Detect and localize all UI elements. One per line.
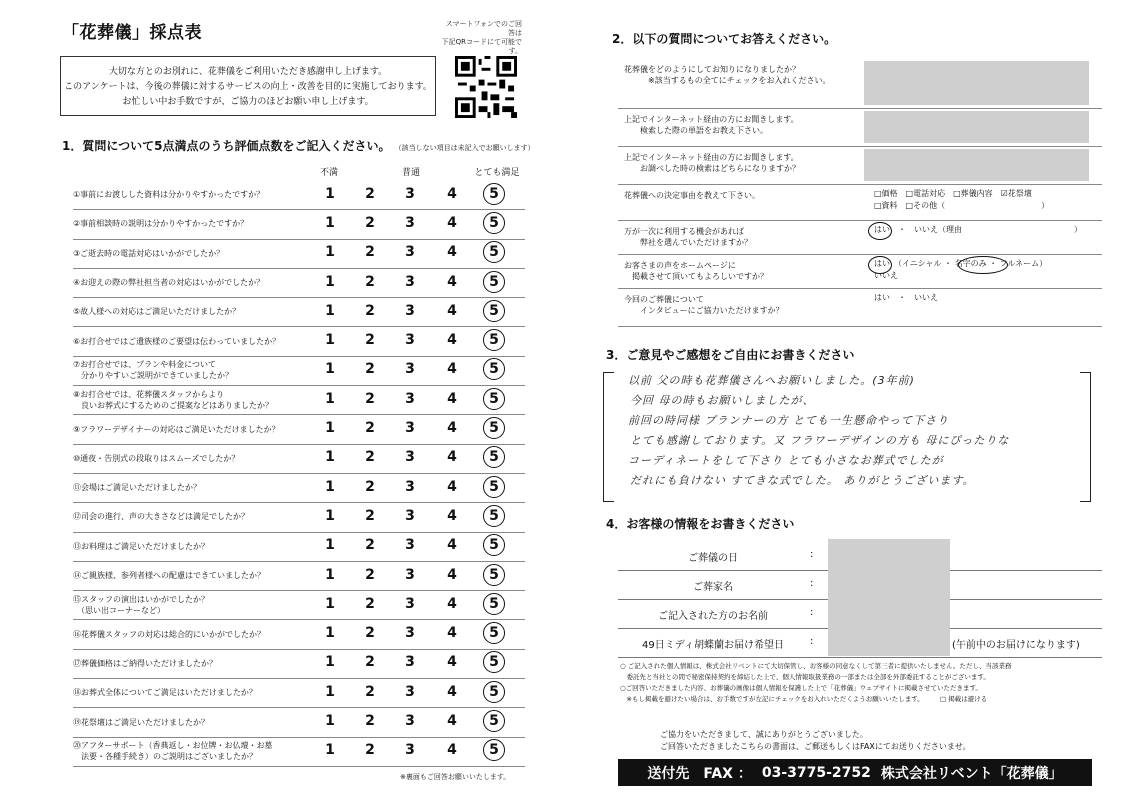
question-row [73, 444, 525, 474]
score-option[interactable]: 3 [405, 273, 415, 290]
redacted-field [828, 626, 950, 656]
score-option[interactable]: 2 [365, 302, 375, 319]
score-option[interactable]: 5 [489, 449, 499, 466]
score-option[interactable]: 1 [325, 302, 335, 319]
score-option[interactable]: 2 [365, 449, 375, 466]
delivery-note: (午前中のお届けになります) [952, 640, 1080, 651]
score-option[interactable]: 2 [365, 390, 375, 407]
answer-options[interactable]: はい （イニシャル ・ 名字のみ ・ フルネーム） [874, 259, 1048, 268]
survey-row [618, 220, 1102, 255]
score-option[interactable]: 1 [325, 625, 335, 642]
score-option[interactable]: 1 [325, 273, 335, 290]
score-option[interactable]: 5 [489, 537, 499, 554]
score-option[interactable]: 2 [365, 185, 375, 202]
intro-line: お忙しい中お手数ですが、ご協力のほどお願い申し上げます。 [122, 97, 374, 107]
selected-circle [483, 681, 505, 703]
question-text: ⑤故人様への対応はご満足いただけましたか？ [73, 307, 241, 317]
section1-title-text: 1．質問について5点満点のうち評価点数をご記入ください。 [62, 139, 391, 153]
survey-question: 花葬儀をどのようにしてお知りになりましたか？ ※該当するもの全てにチェックをお入れください。 [624, 65, 831, 85]
redacted-answer [864, 111, 1089, 143]
score-option[interactable]: 4 [447, 332, 457, 349]
score-option[interactable]: 1 [325, 420, 335, 437]
score-option[interactable]: 3 [405, 302, 415, 319]
score-option[interactable]: 2 [365, 537, 375, 554]
selected-circle [483, 388, 505, 410]
question-row [73, 532, 525, 562]
selected-circle [483, 417, 505, 439]
score-option[interactable]: 3 [405, 537, 415, 554]
scale-label-low: 不満 [319, 168, 338, 178]
score-option[interactable]: 2 [365, 214, 375, 231]
bracket-left [603, 372, 614, 502]
score-option[interactable]: 1 [325, 537, 335, 554]
score-option[interactable]: 4 [447, 537, 457, 554]
scale-label-mid: 普通 [401, 168, 420, 178]
info-row [618, 599, 1102, 629]
score-option[interactable]: 5 [489, 742, 499, 759]
privacy-line: 委託先と当社との間で秘密保持契約を締結した上で、個人情報取扱業務の一部または全部を外部委託することがございます。 [620, 673, 990, 681]
score-option[interactable]: 3 [405, 185, 415, 202]
smartphone-note: スマートフォンでのご回答は 下記QRコードにて可能です。 [441, 20, 522, 55]
thanks-line: ご回答いただきましたこちらの書面は、ご郵送もしくはFAXにてお送りくださいませ。 [660, 742, 971, 751]
info-colon: : [810, 578, 814, 589]
score-option[interactable]: 2 [365, 742, 375, 759]
question-row [73, 707, 525, 737]
score-option[interactable]: 4 [447, 420, 457, 437]
question-row [73, 239, 525, 269]
question-text: ④お迎えの際の弊社担当者の対応はいかがでしたか？ [73, 278, 265, 288]
score-option[interactable]: 5 [489, 361, 499, 378]
back-note: ※裏面もご回答お願いいたします。 [400, 773, 511, 781]
score-option[interactable]: 2 [365, 361, 375, 378]
question-text: ⑪会場はご満足いただけましたか？ [73, 483, 201, 493]
survey-row [618, 58, 1102, 109]
score-option[interactable]: 4 [447, 302, 457, 319]
score-option[interactable]: 4 [447, 742, 457, 759]
info-row [618, 628, 1102, 658]
score-option[interactable]: 3 [405, 595, 415, 612]
score-option[interactable]: 1 [325, 654, 335, 671]
score-option[interactable]: 2 [365, 625, 375, 642]
score-option[interactable]: 1 [325, 214, 335, 231]
handwritten-line: 前回の時同様 プランナーの方 とても一生懸命やって下さり [628, 414, 949, 427]
selected-circle [483, 183, 505, 205]
info-label: ご葬儀の日 [688, 553, 738, 564]
survey-question: 上記でインターネット経由の方にお聞きします。 お調べした時の検索はどちらになりますか？ [624, 153, 800, 173]
info-label: ご記入された方のお名前 [658, 611, 768, 622]
score-option[interactable]: 1 [325, 683, 335, 700]
score-option[interactable]: 5 [489, 566, 499, 583]
score-option[interactable]: 1 [325, 595, 335, 612]
question-row [73, 297, 525, 327]
score-option[interactable]: 4 [447, 625, 457, 642]
score-option[interactable]: 1 [325, 713, 335, 730]
selected-circle [958, 256, 1008, 274]
answer-options[interactable]: はい ・ いいえ（理由 ） [874, 225, 1082, 234]
section4-title: 4．お客様の情報をお書きください [606, 517, 795, 531]
survey-question: 花葬儀への決定事由を教えて下さい。 [624, 191, 760, 200]
privacy-notice [620, 661, 1100, 705]
score-option[interactable]: 2 [365, 683, 375, 700]
score-option[interactable]: 1 [325, 390, 335, 407]
survey-row [618, 108, 1102, 147]
survey-question: 万が一次に利用する機会があれば 弊社を選んでいただけますか？ [624, 227, 752, 247]
selected-circle [483, 271, 505, 293]
score-option[interactable]: 2 [365, 332, 375, 349]
question-row [73, 473, 525, 503]
question-text: ⑫司会の進行、声の大きさなどは満足でしたか？ [73, 512, 249, 522]
info-colon: : [810, 607, 814, 618]
question-row [73, 268, 525, 298]
score-option[interactable]: 5 [489, 595, 499, 612]
redacted-field [828, 597, 950, 627]
survey-row [618, 288, 1102, 327]
survey-question: お客さまの声をホームページに 掲載させて頂いてもよろしいですか？ [624, 261, 768, 281]
selected-circle [868, 256, 892, 274]
fax-company: 株式会社リベント「花葬儀」 [880, 765, 1063, 782]
question-text: ⑥お打合せではご遺族様のご要望は伝わっていましたか？ [73, 336, 281, 346]
selected-circle [483, 710, 505, 732]
selected-circle [483, 476, 505, 498]
score-option[interactable]: 4 [447, 390, 457, 407]
intro-line: 大切な方とのお別れに、花葬儀をご利用いただき感謝申し上げます。 [108, 67, 388, 77]
score-option[interactable]: 2 [365, 713, 375, 730]
score-option[interactable]: 5 [489, 713, 499, 730]
handwritten-line: コーディネートをして下さり とても小さなお葬式でしたが [628, 454, 944, 467]
score-option[interactable]: 4 [447, 507, 457, 524]
score-option[interactable]: 1 [325, 361, 335, 378]
survey-row [618, 254, 1102, 289]
thanks-text [660, 729, 971, 753]
selected-circle [483, 593, 505, 615]
question-row [73, 590, 525, 620]
question-text: ⑭ご親族様、参列者様への配慮はできていましたか？ [73, 571, 265, 581]
handwritten-line: だれにも負けない すてきな式でした。 ありがとうございます。 [630, 474, 975, 487]
redacted-field [828, 539, 950, 569]
selected-circle [483, 505, 505, 527]
survey-row [618, 146, 1102, 185]
question-text: ②事前相談時の説明は分かりやすかったですか？ [73, 219, 249, 229]
fax-label: 送付先 FAX ： [647, 765, 752, 782]
fax-banner [618, 759, 1092, 786]
question-text: ⑳アフターサポート（香典返し・お位牌・お仏壇・お墓 法要・各種手続き）のご説明はございましたか？ [73, 741, 273, 762]
thanks-line: ご協力をいただきまして、誠にありがとうございました。 [660, 730, 868, 739]
score-option[interactable]: 4 [447, 683, 457, 700]
score-option[interactable]: 3 [405, 683, 415, 700]
score-option[interactable]: 5 [489, 302, 499, 319]
question-row [73, 385, 525, 415]
question-row [73, 414, 525, 444]
score-option[interactable]: 1 [325, 742, 335, 759]
score-option[interactable]: 5 [489, 273, 499, 290]
score-option[interactable]: 2 [365, 244, 375, 261]
section1-title [62, 137, 535, 154]
score-option[interactable]: 3 [405, 625, 415, 642]
section1-note: （該当しない項目は未記入でお願いします） [394, 144, 535, 152]
question-text: ⑩通夜・告別式の段取りはスムーズでしたか？ [73, 453, 240, 463]
survey-question: 今回のご葬儀について インタビューにご協力いただけますか？ [624, 295, 784, 315]
score-option[interactable]: 5 [489, 654, 499, 671]
score-option[interactable]: 5 [489, 507, 499, 524]
survey-row [618, 184, 1102, 221]
info-colon: : [810, 549, 814, 560]
score-option[interactable]: 4 [447, 566, 457, 583]
score-option[interactable]: 2 [365, 478, 375, 495]
score-option[interactable]: 3 [405, 361, 415, 378]
question-text: ③ご逝去時の電話対応はいかがでしたか？ [73, 248, 225, 258]
question-text: ⑮スタッフの演出はいかがでしたか？ （思い出コーナーなど） [73, 594, 209, 615]
score-option[interactable]: 5 [489, 390, 499, 407]
score-option[interactable]: 3 [405, 654, 415, 671]
info-colon: : [810, 636, 814, 647]
answer-options[interactable]: □資料 □その他（ ） [874, 201, 1050, 210]
question-row [73, 649, 525, 679]
selected-circle [868, 222, 892, 240]
privacy-line: ※もし掲載を避けたい場合は、お手数ですが左記にチェックをお入れいただくようお願いいたします。 □ 掲載は避ける [620, 695, 988, 703]
score-option[interactable]: 1 [325, 478, 335, 495]
question-text: ⑨フラワーデザイナーの対応はご満足いただけましたか？ [73, 424, 280, 434]
section2-title: 2．以下の質問についてお答えください。 [612, 32, 837, 46]
question-text: ⑧お打合せでは、花葬儀スタッフからより 良いお葬式にするためのご提案などはありましたか？ [73, 389, 273, 410]
score-option[interactable]: 1 [325, 332, 335, 349]
score-option[interactable]: 3 [405, 713, 415, 730]
survey-question: 上記でインターネット経由の方にお聞きします。 検索した際の単語をお教え下さい。 [624, 115, 799, 135]
intro-box [60, 56, 436, 116]
score-option[interactable]: 5 [489, 332, 499, 349]
score-option[interactable]: 5 [489, 185, 499, 202]
question-row [73, 737, 525, 767]
question-text: ⑰葬儀価格はご納得いただけましたか？ [73, 658, 217, 668]
privacy-line: ○ご回答いただきました内容、お葬儀の画像は個人情報を保護した上で「花葬儀」ウェブサイトに掲載させていただきます。 [620, 684, 982, 692]
score-option[interactable]: 1 [325, 449, 335, 466]
score-option[interactable]: 5 [489, 478, 499, 495]
score-option[interactable]: 1 [325, 507, 335, 524]
score-option[interactable]: 2 [365, 654, 375, 671]
info-label: 49日ミディ胡蝶蘭お届け希望日 [642, 640, 784, 651]
selected-circle [483, 300, 505, 322]
question-row [73, 327, 525, 357]
scale-label-high: とても満足 [474, 168, 520, 178]
question-row [73, 561, 525, 591]
score-option[interactable]: 5 [489, 244, 499, 261]
question-text: ①事前にお渡しした資料は分かりやすかったですか？ [73, 190, 265, 200]
intro-line: このアンケートは、今後の葬儀に対するサービスの向上・改善を目的に実施しております。 [64, 82, 432, 92]
score-option[interactable]: 3 [405, 420, 415, 437]
fax-number[interactable]: 03-3775-2752 [761, 764, 871, 781]
question-text: ⑯花葬儀スタッフの対応は総合的にいかがでしたか？ [73, 629, 265, 639]
handwritten-line: 以前 父の時も花葬儀さんへお願いしました。(3年前) [628, 374, 915, 387]
redacted-field [828, 568, 950, 598]
score-option[interactable]: 5 [489, 420, 499, 437]
score-option[interactable]: 3 [405, 742, 415, 759]
question-text: ⑬お料理はご満足いただけましたか？ [73, 541, 209, 551]
score-option[interactable]: 3 [405, 390, 415, 407]
score-option[interactable]: 4 [447, 185, 457, 202]
score-option[interactable]: 3 [405, 566, 415, 583]
handwritten-line: 今回 母の時もお願いしましたが、 [630, 394, 815, 407]
question-row [73, 502, 525, 532]
question-text: ⑦お打合せでは、プランや料金について 分かりやすいご説明ができていましたか？ [73, 360, 233, 381]
section3-title: 3．ご意見やご感想をご自由にお書きください [606, 348, 855, 362]
score-option[interactable]: 2 [365, 595, 375, 612]
selected-circle [483, 329, 505, 351]
score-option[interactable]: 4 [447, 273, 457, 290]
redacted-answer [864, 61, 1089, 105]
score-option[interactable]: 4 [447, 214, 457, 231]
answer-options[interactable]: いいえ [874, 271, 898, 280]
score-option[interactable]: 5 [489, 625, 499, 642]
score-option[interactable]: 3 [405, 244, 415, 261]
score-option[interactable]: 4 [447, 449, 457, 466]
score-option[interactable]: 1 [325, 566, 335, 583]
score-option[interactable]: 3 [405, 507, 415, 524]
score-option[interactable]: 3 [405, 478, 415, 495]
score-option[interactable]: 5 [489, 683, 499, 700]
score-option[interactable]: 2 [365, 566, 375, 583]
question-row [73, 620, 525, 650]
score-option[interactable]: 3 [405, 214, 415, 231]
score-option[interactable]: 4 [447, 244, 457, 261]
score-option[interactable]: 5 [489, 214, 499, 231]
page-title: 「花葬儀」採点表 [62, 23, 202, 43]
score-option[interactable]: 3 [405, 332, 415, 349]
privacy-line: ○ ご記入された個人情報は、株式会社リベントにて大切保管し、お客様の同意なくして第三者に提供いたしません。ただし、当該業務 [620, 662, 1012, 670]
score-option[interactable]: 2 [365, 507, 375, 524]
score-option[interactable]: 4 [447, 361, 457, 378]
score-option[interactable]: 4 [447, 595, 457, 612]
selected-circle [483, 622, 505, 644]
info-label: ご葬家名 [693, 582, 733, 593]
score-option[interactable]: 1 [325, 244, 335, 261]
score-option[interactable]: 4 [447, 478, 457, 495]
score-option[interactable]: 1 [325, 185, 335, 202]
score-option[interactable]: 4 [447, 713, 457, 730]
selected-circle [483, 564, 505, 586]
question-row [73, 356, 525, 386]
info-row [618, 541, 1102, 571]
question-row [73, 209, 525, 239]
redacted-answer [864, 149, 1089, 181]
score-option[interactable]: 3 [405, 449, 415, 466]
question-row [73, 678, 525, 708]
info-row [618, 570, 1102, 600]
answer-options[interactable]: □価格 □電話対応 □葬儀内容 ☑花祭壇 [874, 189, 1032, 198]
selected-circle [483, 212, 505, 234]
score-option[interactable]: 2 [365, 420, 375, 437]
score-option[interactable]: 4 [447, 654, 457, 671]
handwritten-line: とても感謝しております。又 フラワーデザインの方も 母にぴったりな [630, 434, 1010, 447]
answer-options[interactable]: はい ・ いいえ [874, 293, 938, 302]
question-text: ⑱お葬式全体についてご満足はいただけましたか？ [73, 688, 257, 698]
question-row [73, 180, 525, 210]
bracket-right [1080, 372, 1091, 502]
qr-code-icon[interactable] [455, 56, 517, 118]
score-option[interactable]: 2 [365, 273, 375, 290]
question-text: ⑲花祭壇はご満足いただけましたか？ [73, 717, 209, 727]
